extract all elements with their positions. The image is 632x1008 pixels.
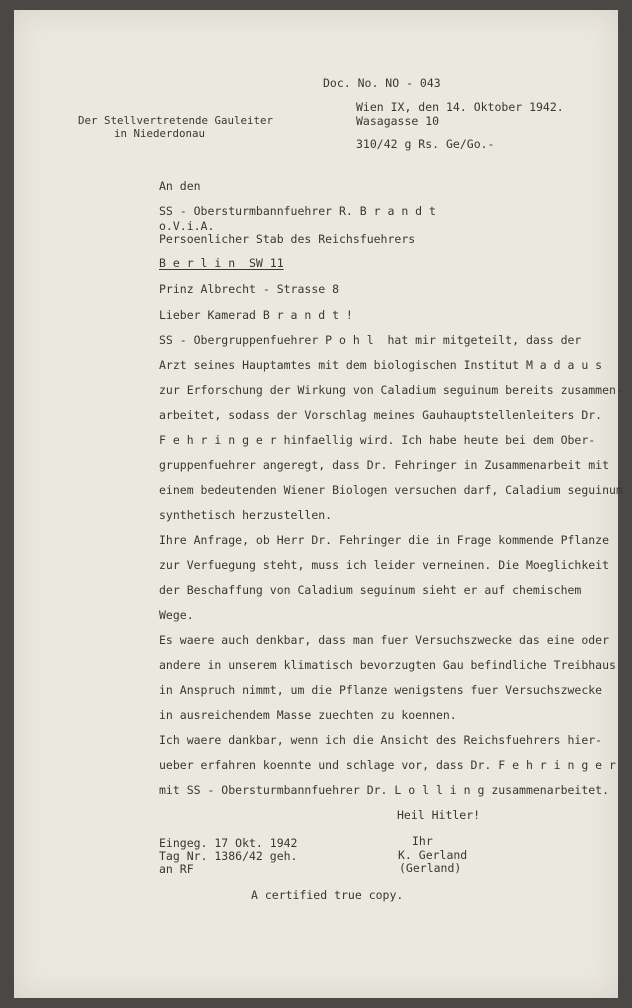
sender-title: Der Stellvertretende Gauleiter <box>78 114 274 127</box>
receipt-stamp-line3: an RF <box>159 862 194 876</box>
receipt-stamp-line2: Tag Nr. 1386/42 geh. <box>159 849 298 863</box>
body-line: Ihre Anfrage, ob Herr Dr. Fehringer die in Frage kommende Pflanze <box>159 533 610 547</box>
place-date: Wien IX, den 14. Oktober 1942. <box>356 100 564 114</box>
signatory-name: (Gerland) <box>399 861 462 875</box>
closing-greeting: Heil Hitler! <box>397 808 481 822</box>
body-line: in ausreichendem Masse zuechten zu koennen. <box>159 708 457 722</box>
certification-note: A certified true copy. <box>251 888 404 902</box>
body-line: einem bedeutenden Wiener Biologen versuchen darf, Caladium seguinum <box>159 483 623 497</box>
document-page <box>14 10 623 998</box>
recipient-staff: Persoenlicher Stab des Reichsfuehrers <box>159 232 416 246</box>
sender-region: in Niederdonau <box>114 127 206 140</box>
body-line: zur Verfuegung steht, muss ich leider verneinen. Die Moeglichkeit <box>159 558 610 572</box>
recipient-name: SS - Obersturmbannfuehrer R. B r a n d t <box>159 204 436 218</box>
body-line: gruppenfuehrer angeregt, dass Dr. Fehringer in Zusammenarbeit mit <box>159 458 610 472</box>
body-line: F e h r i n g e r hinfaellig wird. Ich habe heute bei dem Ober- <box>159 433 596 447</box>
doc-number: Doc. No. NO - 043 <box>323 76 441 90</box>
body-line: Wege. <box>159 608 194 622</box>
sender-street: Wasagasse 10 <box>356 114 440 128</box>
body-line: in Anspruch nimmt, um die Pflanze wenigstens fuer Versuchszwecke <box>159 683 603 697</box>
salutation: Lieber Kamerad B r a n d t ! <box>159 308 353 322</box>
body-line: zur Erforschung der Wirkung von Caladium seguinum bereits zusammen- <box>159 383 623 397</box>
body-line: mit SS - Obersturmbannfuehrer Dr. L o l l i n g zusammenarbeitet. <box>159 783 610 797</box>
body-line: Ich waere dankbar, wenn ich die Ansicht des Reichsfuehrers hier- <box>159 733 603 747</box>
body-line: Arzt seines Hauptamtes mit dem biologischen Institut M a d a u s <box>159 358 603 372</box>
body-line: ueber erfahren koennte und schlage vor, dass Dr. F e h r i n g e r <box>159 758 616 772</box>
reference-number: 310/42 g Rs. Ge/Go.- <box>356 137 495 151</box>
body-line: arbeitet, sodass der Vorschlag meines Gauhauptstellenleiters Dr. <box>159 408 603 422</box>
body-line: Es waere auch denkbar, dass man fuer Versuchszwecke das eine oder <box>159 633 610 647</box>
closing-ihr: Ihr <box>412 834 433 848</box>
body-line: der Beschaffung von Caladium seguinum sieht er auf chemischem <box>159 583 582 597</box>
body-line: andere in unserem klimatisch bevorzugten Gau befindliche Treibhaus <box>159 658 616 672</box>
address-to: An den <box>159 179 201 193</box>
signature: K. Gerland <box>398 848 468 862</box>
recipient-city: B e r l i n SW 11 <box>159 256 284 270</box>
body-line: synthetisch herzustellen. <box>159 508 333 522</box>
recipient-street: Prinz Albrecht - Strasse 8 <box>159 282 340 296</box>
receipt-stamp-line1: Eingeg. 17 Okt. 1942 <box>159 836 298 850</box>
body-line: SS - Obergruppenfuehrer P o h l hat mir mitgeteilt, dass der <box>159 333 582 347</box>
recipient-ovia: o.V.i.A. <box>159 219 215 233</box>
